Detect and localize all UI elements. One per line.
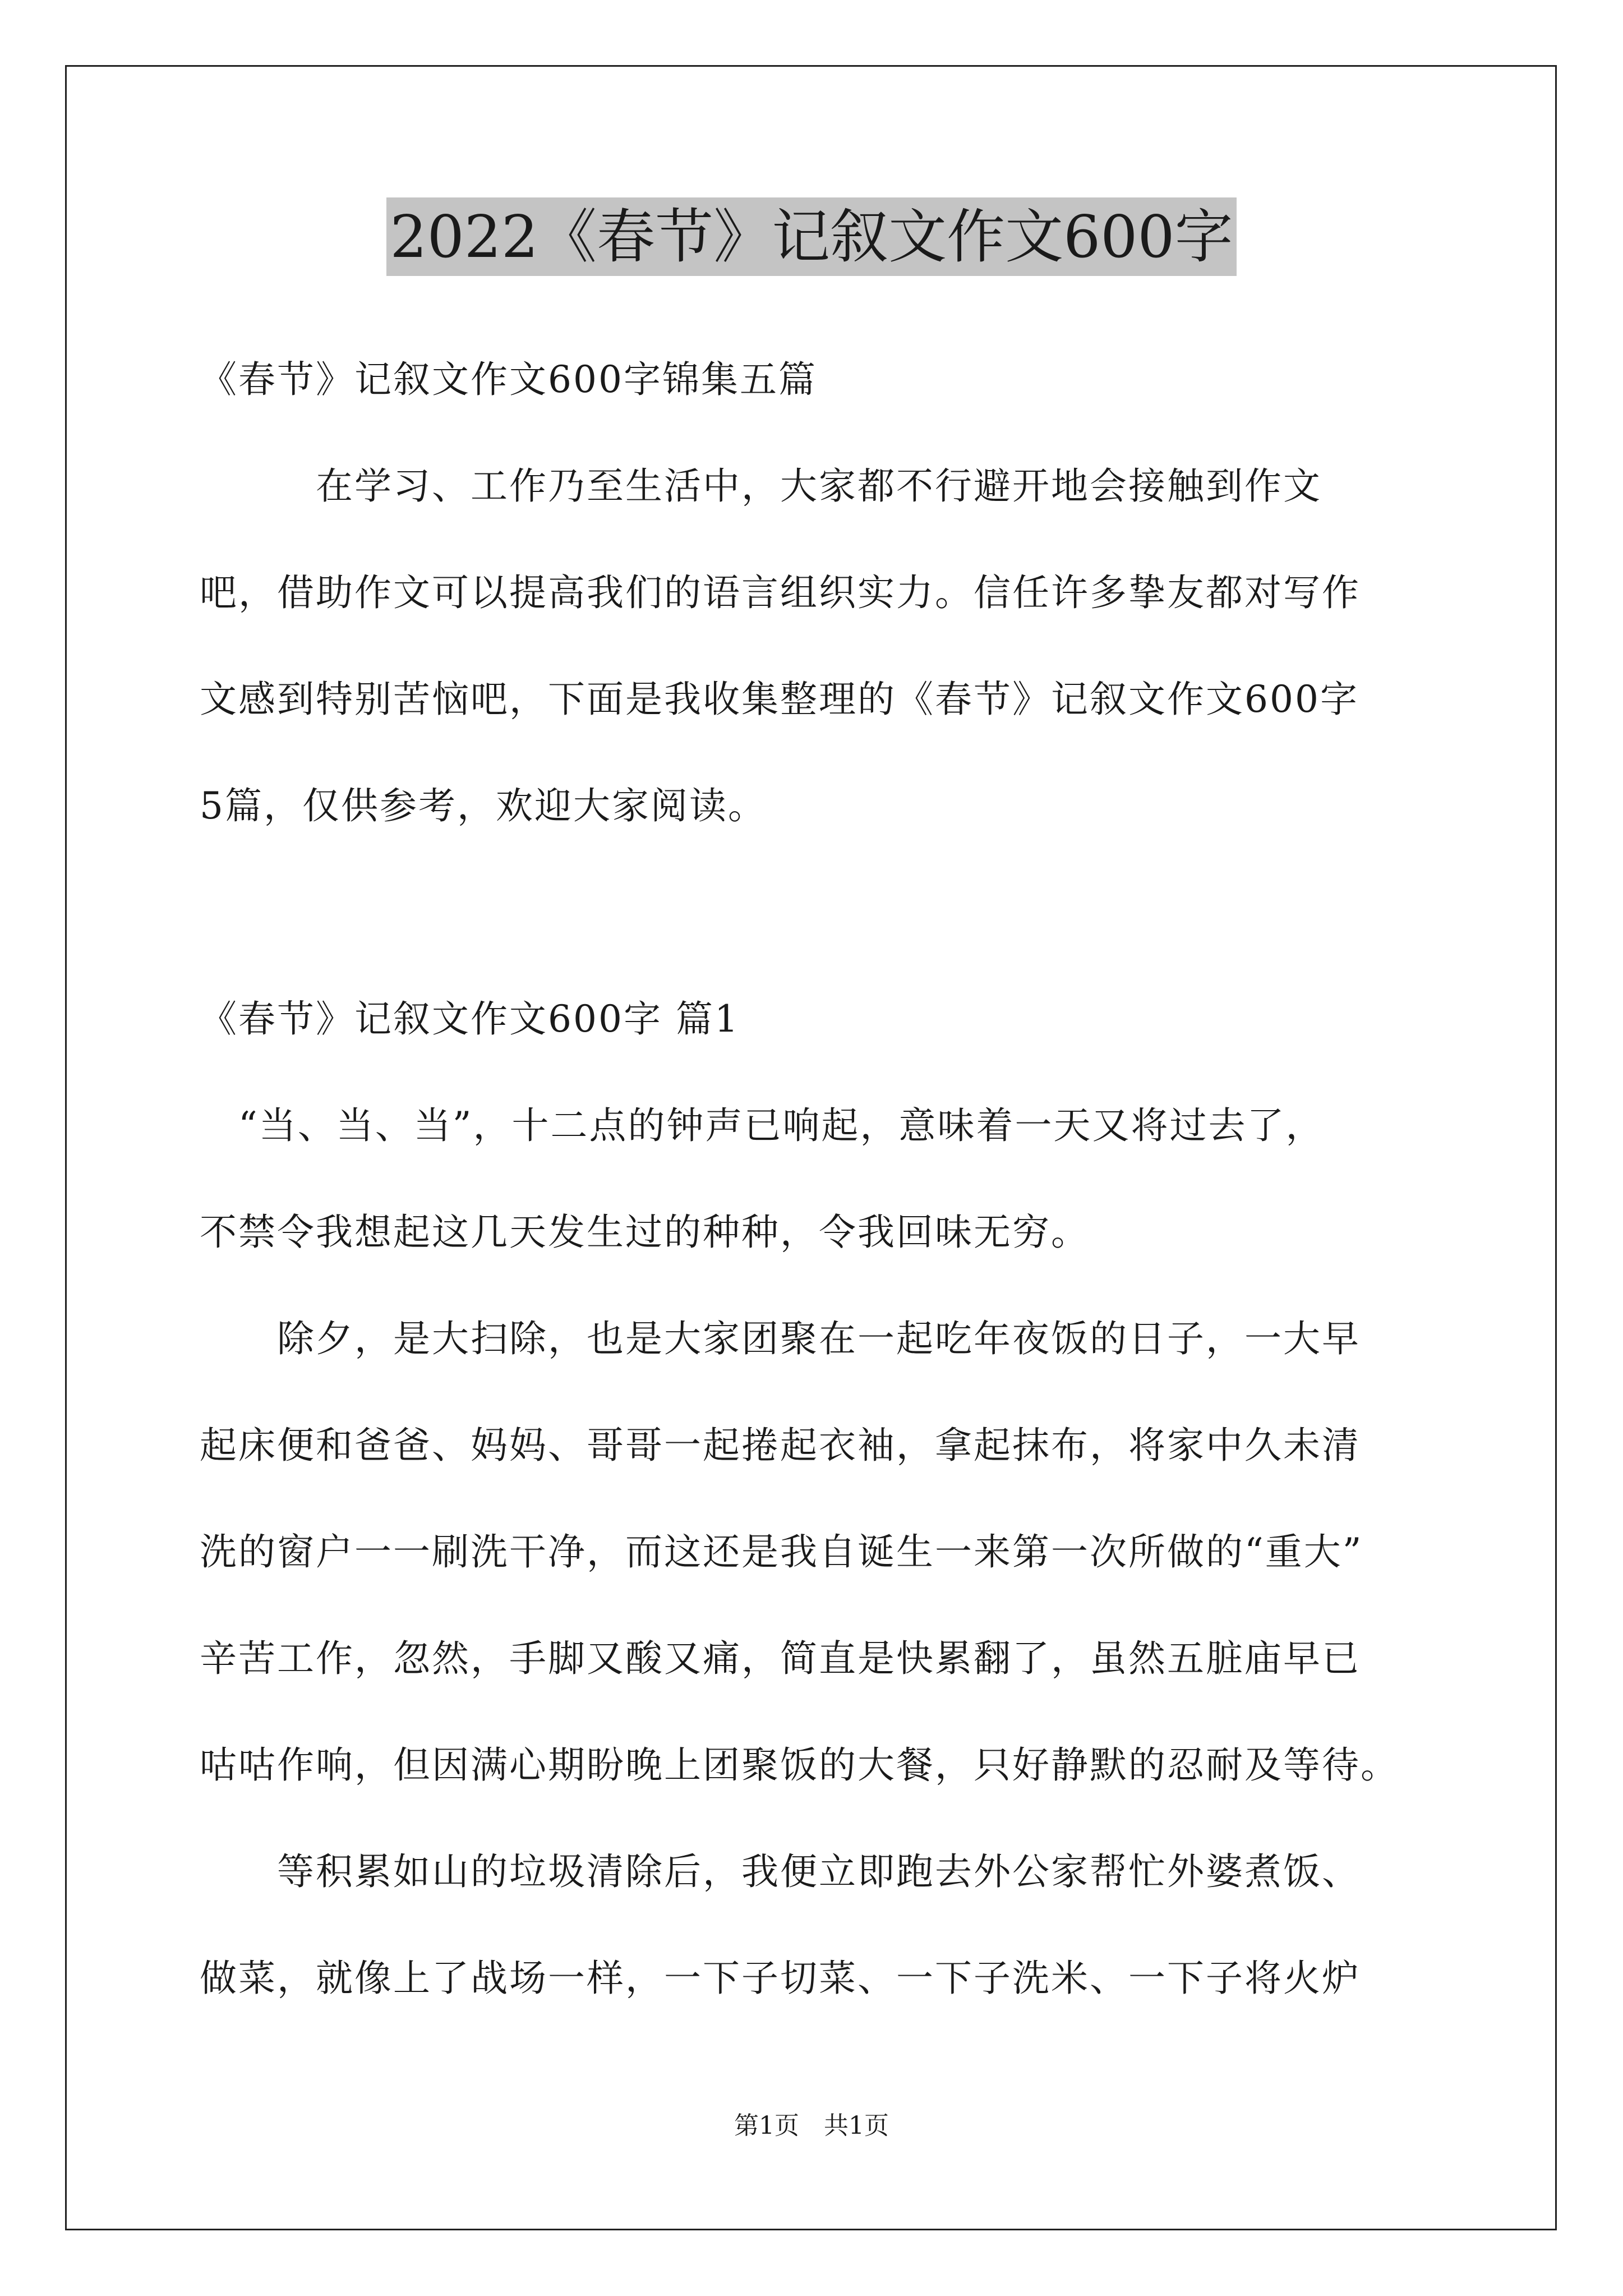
paragraph-line: 在学习、工作乃至生活中，大家都不行避开地会接触到作文	[200, 464, 1322, 508]
paragraph-line: 辛苦工作，忽然，手脚又酸又痛，简直是快累翻了，虽然五脏庙早已	[200, 1637, 1361, 1680]
paragraph-line: 咕咕作响，但因满心期盼晚上团聚饭的大餐，只好静默的忍耐及等待。	[200, 1743, 1399, 1787]
paragraph-line: 起床便和爸爸、妈妈、哥哥一起捲起衣袖，拿起抹布，将家中久未清	[200, 1424, 1361, 1467]
paragraph-line: “当、当、当”，十二点的钟声已响起，意味着一天又将过去了，	[200, 1104, 1325, 1147]
paragraph-line: 洗的窗户一一刷洗干净，而这还是我自诞生一来第一次所做的“重大”	[200, 1530, 1363, 1573]
document-title: 2022《春节》记叙文作文600字	[386, 197, 1236, 276]
paragraph-line: 吧，借助作文可以提高我们的语言组织实力。信任许多挚友都对写作	[200, 571, 1361, 614]
page-footer: 第1页 共1页	[734, 2111, 889, 2140]
paragraph-line: 文感到特别苦恼吧，下面是我收集整理的《春节》记叙文作文600字	[200, 678, 1359, 721]
title-wrap	[0, 197, 1623, 276]
paragraph-line: 不禁令我想起这几天发生过的种种，令我回味无穷。	[200, 1211, 1090, 1254]
paragraph-line: 除夕，是大扫除，也是大家团聚在一起吃年夜饭的日子，一大早	[200, 1317, 1361, 1360]
paragraph-line: 5篇，仅供参考，欢迎大家阅读。	[200, 784, 767, 827]
subtitle-line: 《春节》记叙文作文600字锦集五篇	[200, 358, 817, 401]
paragraph-line: 等积累如山的垃圾清除后，我便立即跑去外公家帮忙外婆煮饭、	[200, 1850, 1361, 1893]
section-heading: 《春节》记叙文作文600字 篇1	[200, 997, 740, 1041]
paragraph-line: 做菜，就像上了战场一样，一下子切菜、一下子洗米、一下子将火炉	[200, 1957, 1361, 2000]
